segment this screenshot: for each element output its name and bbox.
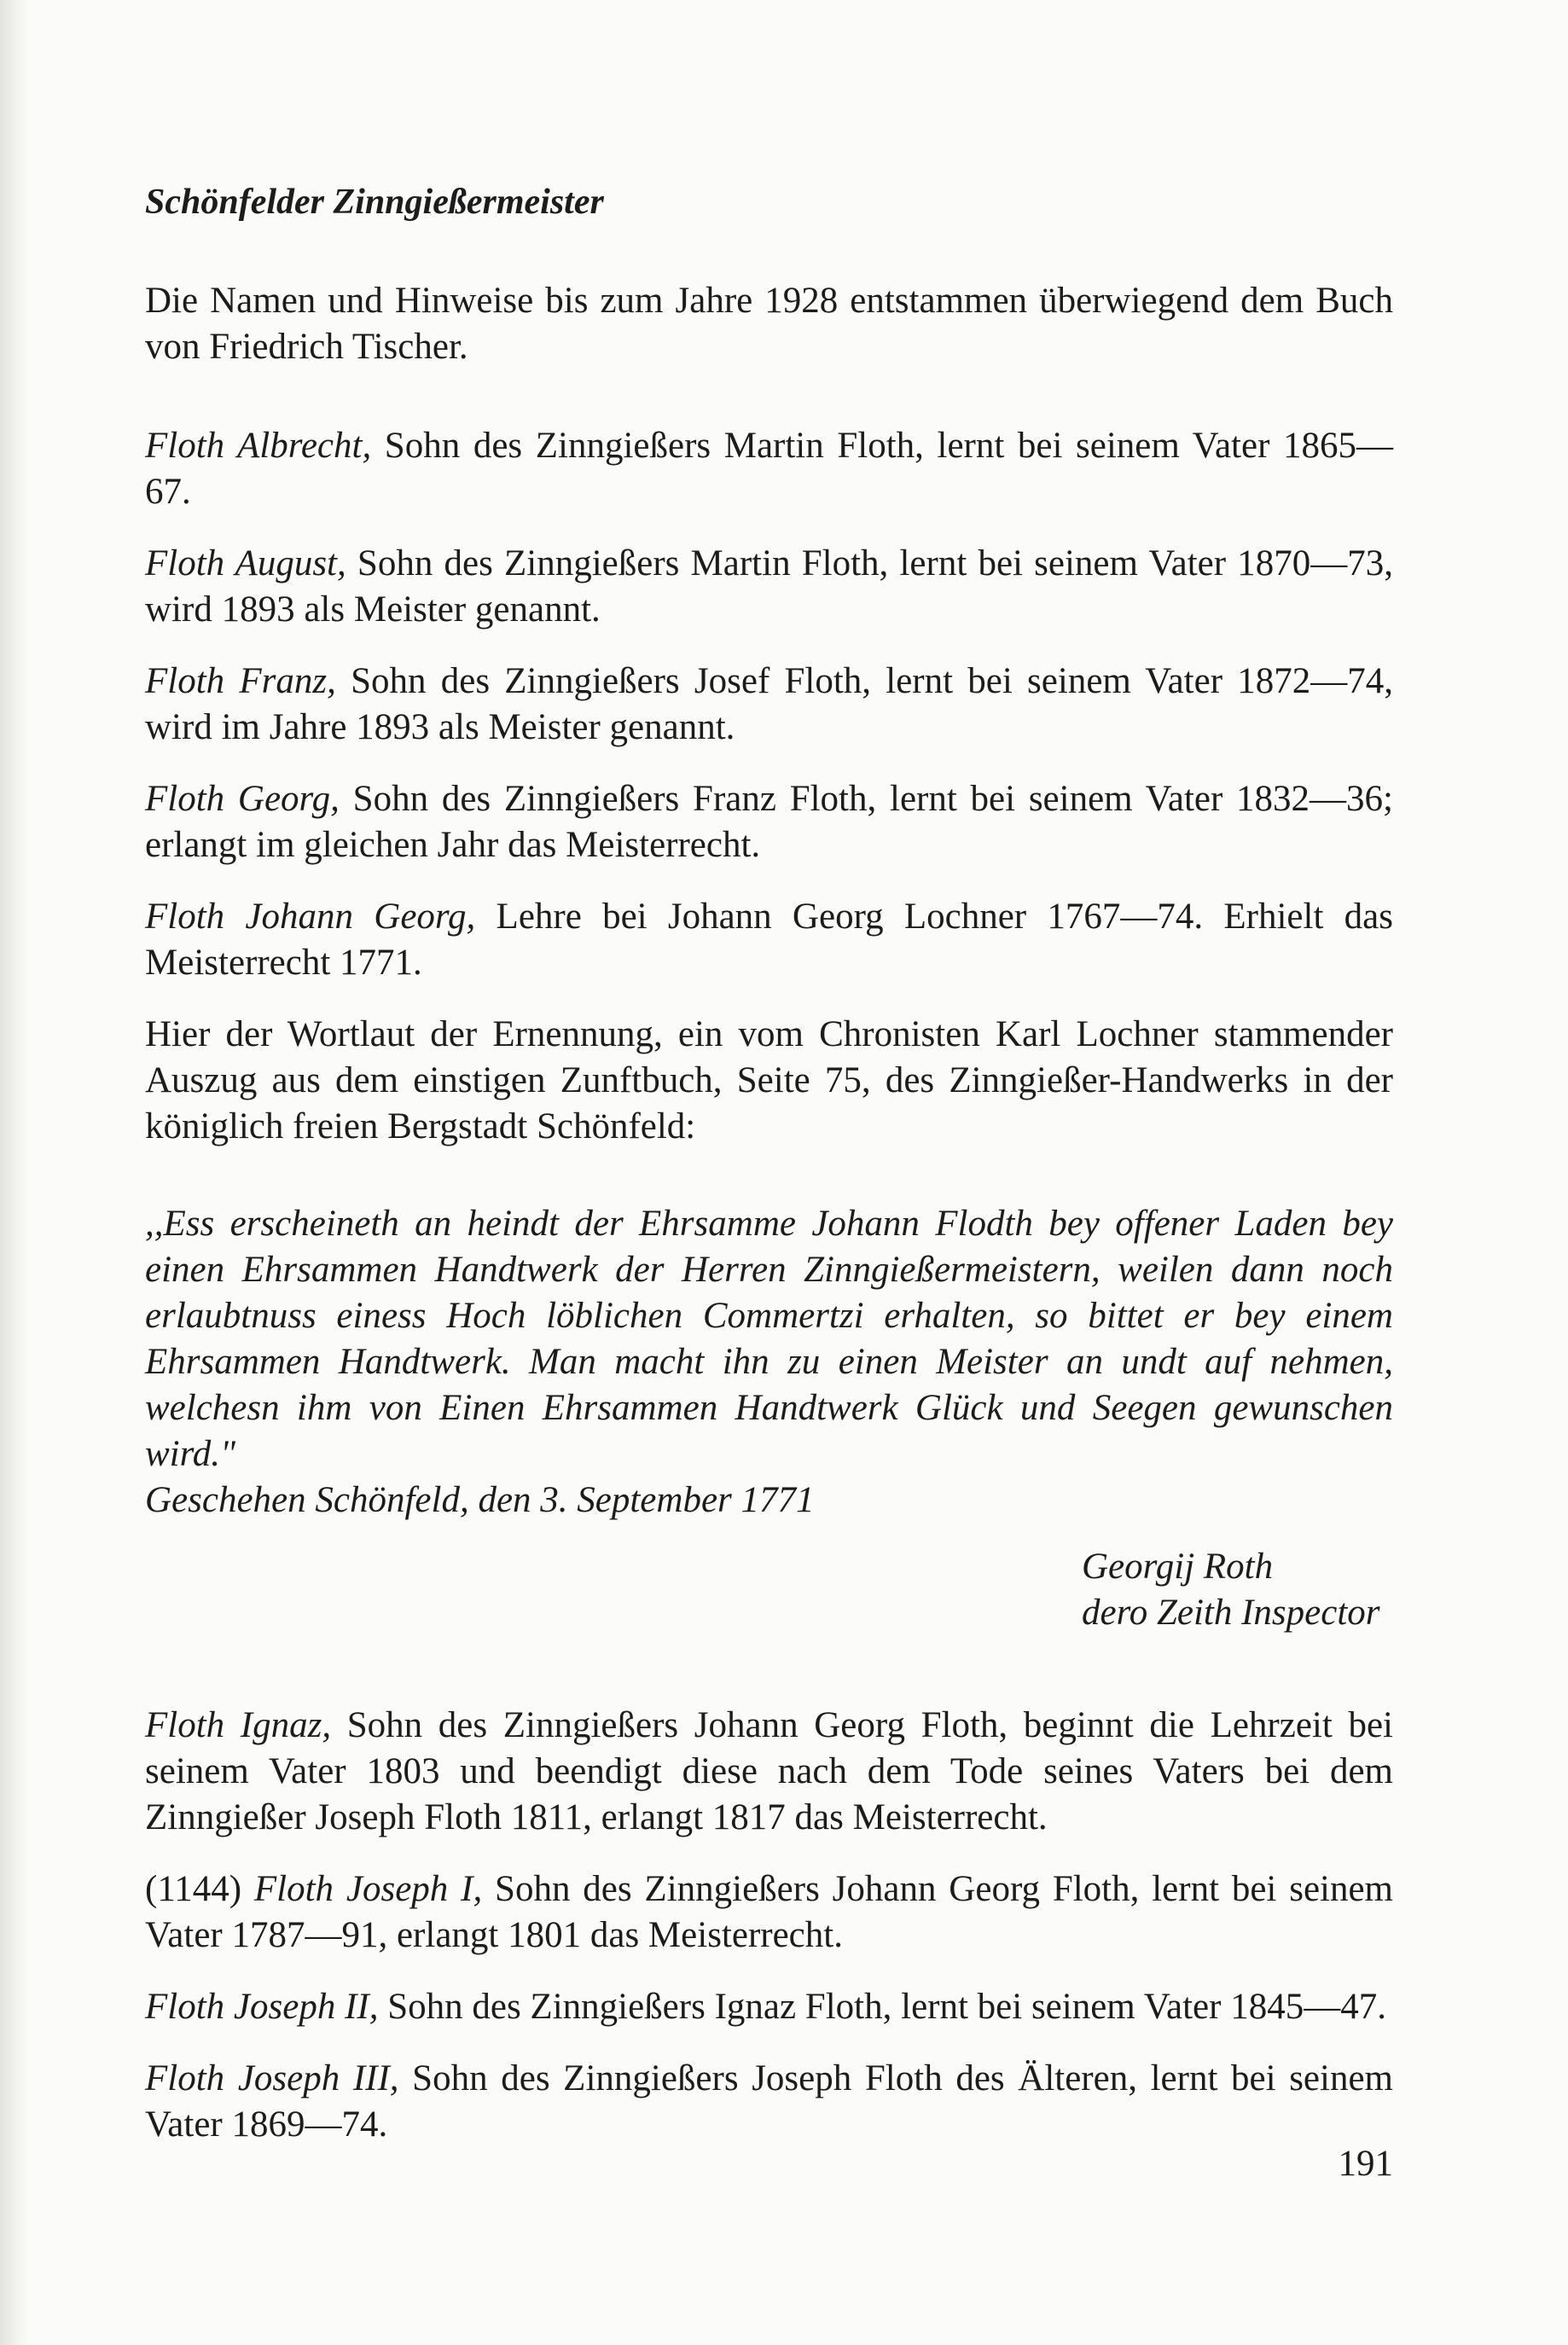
guild-book-quote: ,,Ess erscheineth an heindt der Ehrsamme Johann Flodth bey offener Laden bey einen Ehrsammen Handtwerk der Herren Zinngießermeistern, weilen dann noch erlaubtnuss einess Hoch löblichen Commertzi erhalten, so bittet er bey einem Ehrsammen Handtwerk. Man macht ihn zu einen Meister an undt auf nehmen, welchesn ihm von Einen Ehrsammen Handtwerk Glück und Seegen gewunschen wird." <box>145 1204 1393 1474</box>
entry-name: Floth Joseph I, <box>253 1869 483 1909</box>
entry-text: Sohn des Zinngießers Johann Georg Floth, beginnt die Lehrzeit bei seinem Vater 1803 und beendigt diese nach dem Tode seines Vaters bei dem Zinngießer Joseph Floth 1811, erlangt 1817 das Meisterrecht. <box>145 1705 1393 1837</box>
page-content <box>145 179 1393 2174</box>
entry-text: Sohn des Zinngießers Johann Georg Floth, lernt bei seinem Vater 1787—91, erlangt 1801 das Meisterrecht. <box>145 1869 1394 1955</box>
page-number: 191 <box>1338 2144 1393 2184</box>
entry-text: Sohn des Zinngießers Joseph Floth des Älteren, lernt bei seinem Vater 1869—74. <box>145 2058 1393 2145</box>
entry-prefix: (1144) <box>145 1869 254 1909</box>
entry-text: Sohn des Zinngießers Josef Floth, lernt bei seinem Vater 1872—74, wird im Jahre 1893 als Meister genannt. <box>145 661 1393 747</box>
entry-floth-franz <box>145 659 1393 751</box>
entry-name: Floth Albrecht, <box>145 426 372 466</box>
entry-floth-august <box>145 541 1393 633</box>
entry-text: Sohn des Zinngießers Ignaz Floth, lernt bei seinem Vater 1845—47. <box>378 1987 1386 2027</box>
signature-name: Georgij Roth <box>1082 1547 1274 1587</box>
entry-floth-georg <box>145 776 1393 868</box>
entry-name: Floth Joseph III, <box>145 2058 399 2098</box>
quote-signature <box>145 1544 1393 1636</box>
page-edge-shadow <box>0 0 29 2345</box>
entry-floth-ignaz <box>145 1703 1393 1841</box>
entry-name: Floth Georg, <box>145 779 340 819</box>
signature-title: dero Zeith Inspector <box>1082 1593 1380 1633</box>
entry-name: Floth Ignaz, <box>145 1705 332 1745</box>
transition-paragraph: Hier der Wortlaut der Ernennung, ein vom Chronisten Karl Lochner stammender Auszug aus dem einstigen Zunftbuch, Seite 75, des Zinngießer-Handwerks in der königlich freien Bergstadt Schönfeld: <box>145 1014 1393 1146</box>
entry-floth-albrecht <box>145 423 1393 515</box>
intro-paragraph: Die Namen und Hinweise bis zum Jahre 1928 entstammen überwiegend dem Buch von Friedrich Tischer. <box>145 281 1393 367</box>
entry-name: Floth Franz, <box>145 661 336 701</box>
quote-place-date: Geschehen Schönfeld, den 3. September 1771 <box>145 1480 815 1520</box>
entry-floth-joseph-2 <box>145 1984 1393 2030</box>
entry-text: Sohn des Zinngießers Martin Floth, lernt bei seinem Vater 1865—67. <box>145 426 1393 512</box>
section-heading: Schönfelder Zinngießermeister <box>145 183 604 222</box>
entry-name: Floth Johann Georg, <box>145 897 476 937</box>
entry-name: Floth August, <box>145 543 346 583</box>
entry-name: Floth Joseph II, <box>145 1987 379 2027</box>
entry-floth-johann-georg <box>145 894 1393 986</box>
entry-text: Sohn des Zinngießers Franz Floth, lernt bei seinem Vater 1832—36; erlangt im gleichen Jahr das Meisterrecht. <box>145 779 1393 865</box>
entry-text: Sohn des Zinngießers Martin Floth, lernt bei seinem Vater 1870—73, wird 1893 als Meister genannt. <box>145 543 1393 630</box>
entry-floth-joseph-1 <box>145 1866 1393 1959</box>
entry-floth-joseph-3 <box>145 2056 1393 2148</box>
entry-text: Lehre bei Johann Georg Lochner 1767—74. Erhielt das Meisterrecht 1771. <box>145 897 1393 983</box>
